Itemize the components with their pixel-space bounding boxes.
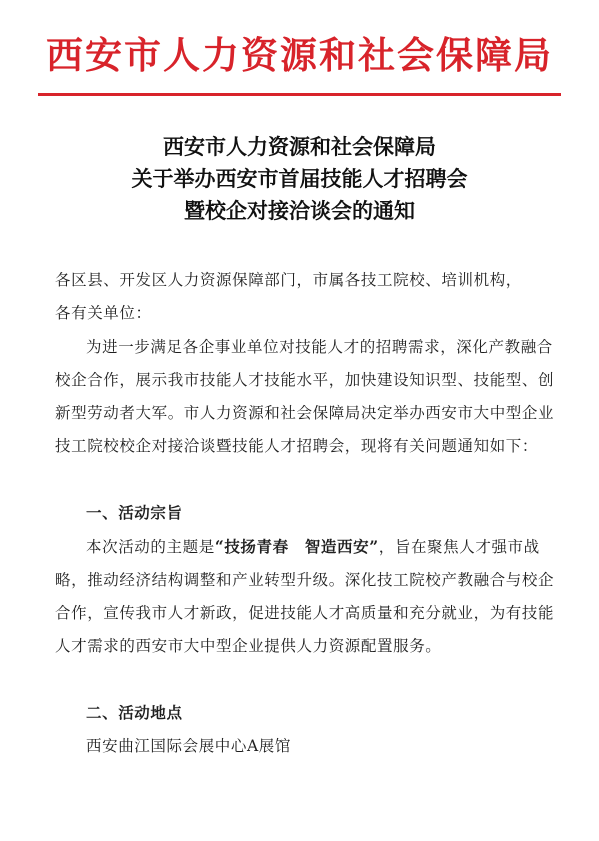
section-1-paragraph — [55, 530, 555, 663]
title-line-2: 关于举办西安市首届技能人才招聘会 — [131, 166, 468, 191]
title-line-3: 暨校企对接洽谈会的通知 — [184, 198, 415, 223]
venue-text: 西安曲江国际会展中心A展馆 — [86, 737, 291, 755]
section-1-heading-block — [55, 496, 555, 529]
section-2-paragraph — [55, 730, 555, 763]
salutation-line-1: 各区县、开发区人力资源保障部门，市属各技工院校、培训机构， — [55, 271, 522, 289]
intro-paragraph — [55, 331, 555, 463]
activity-theme: “技扬青春 智造西安” — [214, 537, 379, 556]
section-1-heading: 一、活动宗旨 — [86, 503, 183, 522]
notice-title — [0, 131, 599, 227]
salutation — [55, 264, 555, 330]
section-2-heading: 二、活动地点 — [86, 703, 183, 722]
salutation-line-2: 各有关单位： — [55, 304, 152, 322]
title-line-1: 西安市人力资源和社会保障局 — [163, 134, 436, 159]
org-letterhead: 西安市人力资源和社会保障局 — [46, 33, 553, 77]
section-2-heading-block — [55, 696, 555, 729]
letterhead-red-rule — [38, 93, 561, 96]
section-1-text — [55, 530, 555, 663]
section-1-text-after: ，旨在聚焦人才强市战略，推动经济结构调整和产业转型升级。深化技工院校产教融合与校企合作，宣传我市人才新政，促进技能人才高质量和充分就业，为有技能人才需求的西安市大中型企业提供人力资源配置服务。 — [55, 538, 555, 655]
section-1-text-before: 本次活动的主题是 — [86, 538, 215, 556]
intro-paragraph-text: 为进一步满足各企事业单位对技能人才的招聘需求，深化产教融合校企合作，展示我市技能人才技能水平，加快建设知识型、技能型、创新型劳动者大军。市人力资源和社会保障局决定举办西安市大中型企业技工院校校企对接洽谈暨技能人才招聘会，现将有关问题通知如下： — [55, 338, 555, 455]
